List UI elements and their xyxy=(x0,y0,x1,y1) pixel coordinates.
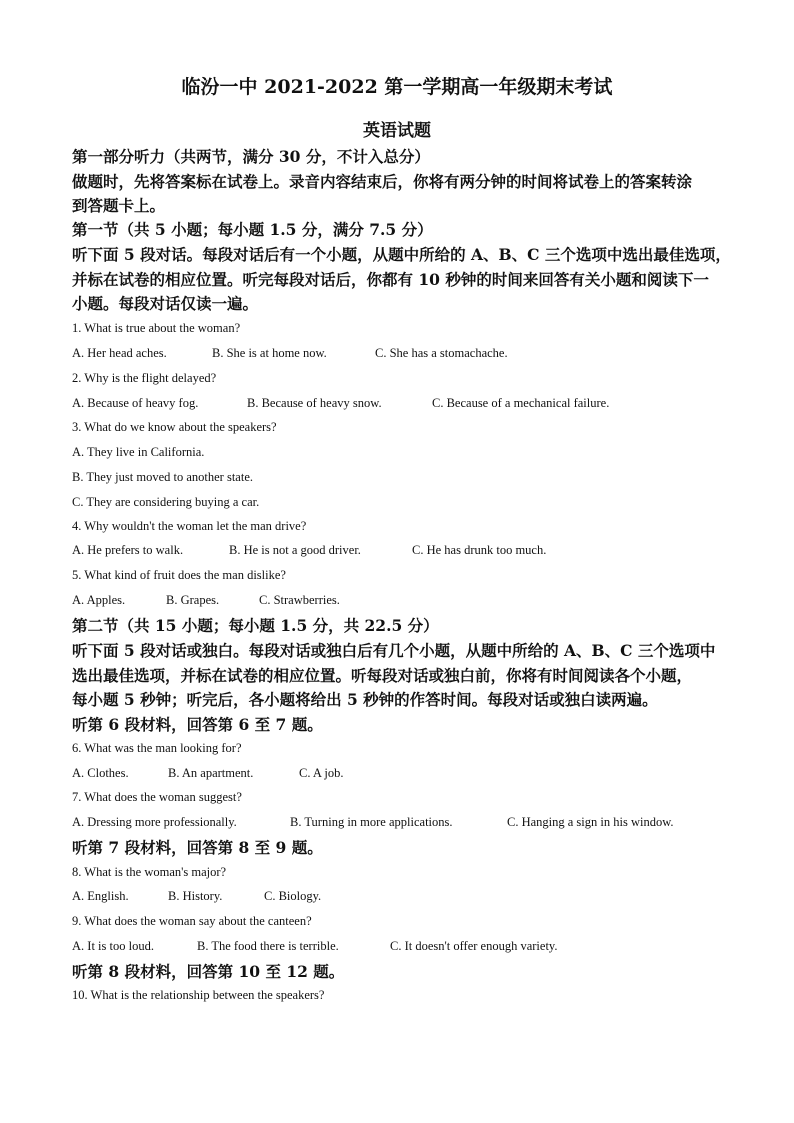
option-a: A. He prefers to walk. xyxy=(72,543,184,557)
exam-title: 临汾一中 2021-2022 第一学期高一年级期末考试 xyxy=(181,76,613,98)
option-a: A. Her head aches. xyxy=(72,346,167,360)
option-c: C. A job. xyxy=(299,766,344,780)
section2-instruction-line: 听下面 5 段对话或独白。每段对话或独白后有几个小题，从题中所给的 A、B、C 三个选项中 xyxy=(72,641,716,660)
option-c: C. Strawberries. xyxy=(259,593,340,607)
option-c: C. She has a stomachache. xyxy=(375,346,508,360)
option-c: C. It doesn't offer enough variety. xyxy=(390,939,558,953)
part1-instruction-line: 做题时，先将答案标在试卷上。录音内容结束后，你将有两分钟的时间将试卷上的答案转涂 xyxy=(72,172,693,191)
option-b: B. She is at home now. xyxy=(212,346,327,360)
material-heading: 听第 7 段材料，回答第 8 至 9 题。 xyxy=(72,838,323,857)
option-a: A. Clothes. xyxy=(72,766,129,780)
option-b: B. History. xyxy=(168,889,223,903)
option-b: B. Turning in more applications. xyxy=(290,815,453,829)
option-c: C. He has drunk too much. xyxy=(412,543,547,557)
question-stem: 8. What is the woman's major? xyxy=(72,865,227,879)
option-b: B. Grapes. xyxy=(166,593,220,607)
option-b: B. Because of heavy snow. xyxy=(247,396,382,410)
option-b: B. The food there is terrible. xyxy=(197,939,339,953)
question-stem: 5. What kind of fruit does the man dislike? xyxy=(72,568,286,582)
option-b: B. An apartment. xyxy=(168,766,254,780)
option-b: B. They just moved to another state. xyxy=(72,470,253,484)
option-b: B. He is not a good driver. xyxy=(229,543,361,557)
question-stem: 9. What does the woman say about the canteen? xyxy=(72,914,312,928)
option-c: C. Biology. xyxy=(264,889,322,903)
option-a: A. Apples. xyxy=(72,593,126,607)
section1-heading: 第一节（共 5 小题；每小题 1.5 分，满分 7.5 分） xyxy=(72,220,433,239)
option-c: C. They are considering buying a car. xyxy=(72,495,260,509)
option-c: C. Because of a mechanical failure. xyxy=(432,396,610,410)
question-stem: 7. What does the woman suggest? xyxy=(72,790,242,804)
section1-instruction-line: 小题。每段对话仅读一遍。 xyxy=(72,294,259,313)
part1-heading: 第一部分听力（共两节，满分 30 分，不计入总分） xyxy=(72,147,430,166)
part1-instruction-line: 到答题卡上。 xyxy=(72,196,166,215)
question-stem: 4. Why wouldn't the woman let the man drive? xyxy=(72,519,307,533)
option-a: A. They live in California. xyxy=(72,445,205,459)
section1-instruction-line: 并标在试卷的相应位置。听完每段对话后，你都有 10 秒钟的时间来回答有关小题和阅读下一 xyxy=(72,270,709,289)
section2-heading: 第二节（共 15 小题；每小题 1.5 分，共 22.5 分） xyxy=(72,616,439,635)
section1-instruction-line: 听下面 5 段对话。每段对话后有一个小题，从题中所给的 A、B、C 三个选项中选出最佳选项， xyxy=(72,245,731,264)
option-a: A. Dressing more professionally. xyxy=(72,815,237,829)
option-a: A. It is too loud. xyxy=(72,939,154,953)
material-heading: 听第 6 段材料，回答第 6 至 7 题。 xyxy=(72,715,323,734)
question-stem: 1. What is true about the woman? xyxy=(72,321,241,335)
question-stem: 3. What do we know about the speakers? xyxy=(72,420,277,434)
question-stem: 6. What was the man looking for? xyxy=(72,741,242,755)
option-a: A. English. xyxy=(72,889,129,903)
section2-instruction-line: 每小题 5 秒钟；听完后，各小题将给出 5 秒钟的作答时间。每段对话或独白读两遍。 xyxy=(72,690,658,709)
question-stem: 2. Why is the flight delayed? xyxy=(72,371,217,385)
option-a: A. Because of heavy fog. xyxy=(72,396,199,410)
question-stem: 10. What is the relationship between the speakers? xyxy=(72,988,325,1002)
option-c: C. Hanging a sign in his window. xyxy=(507,815,674,829)
material-heading: 听第 8 段材料，回答第 10 至 12 题。 xyxy=(72,962,345,981)
exam-subtitle: 英语试题 xyxy=(363,121,431,141)
section2-instruction-line: 选出最佳选项，并标在试卷的相应位置。听每段对话或独白前，你将有时间阅读各个小题， xyxy=(72,666,693,685)
